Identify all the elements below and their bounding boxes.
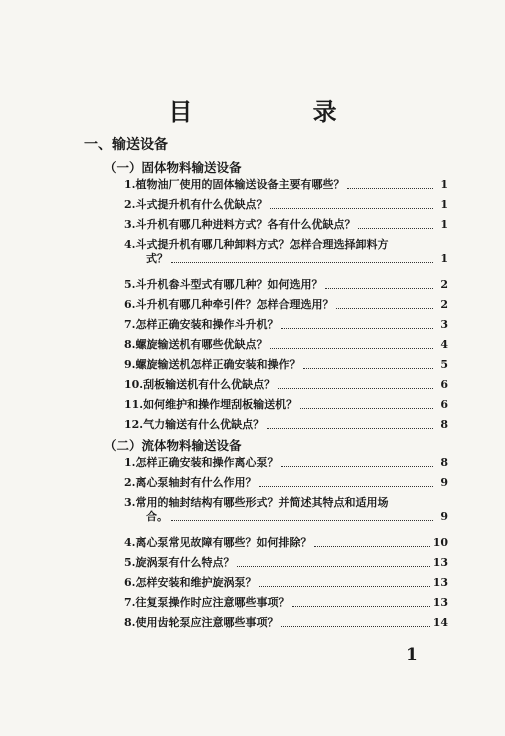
toc-entry xyxy=(124,496,448,524)
toc-entry-title: 2.斗式提升机有什么优缺点？ xyxy=(124,198,268,211)
toc-entry xyxy=(124,318,448,332)
toc-page-number: 1 xyxy=(440,198,448,211)
dot-leader xyxy=(259,486,433,487)
toc-page-number: 6 xyxy=(440,398,448,411)
subsection-heading-2: （二）流体物料输送设备 xyxy=(104,438,242,453)
toc-entry xyxy=(124,358,448,372)
toc-page-number: 2 xyxy=(440,278,448,291)
toc-entry xyxy=(124,338,448,352)
toc-page-number: 1 xyxy=(440,252,448,265)
toc-entry xyxy=(124,278,448,292)
toc-page-number: 4 xyxy=(440,338,448,351)
dot-leader xyxy=(281,328,433,329)
toc-entry-title: 10.刮板输送机有什么优缺点？ xyxy=(124,378,276,391)
toc-entry-title: 8.使用齿轮泵应注意哪些事项？ xyxy=(124,616,279,629)
toc-page-number: 13 xyxy=(432,576,448,589)
toc-entry xyxy=(124,298,448,312)
toc-entry xyxy=(124,556,448,570)
toc-entry-title: 2.离心泵轴封有什么作用？ xyxy=(124,476,257,489)
dot-leader xyxy=(336,308,433,309)
toc-page-number: 5 xyxy=(440,358,448,371)
toc-entry-title: 9.螺旋输送机怎样正确安装和操作？ xyxy=(124,358,301,371)
dot-leader xyxy=(171,262,433,263)
dot-leader xyxy=(347,188,433,189)
dot-leader xyxy=(303,368,433,369)
dot-leader xyxy=(281,626,429,627)
toc-entry-title: 8.螺旋输送机有哪些优缺点？ xyxy=(124,338,268,351)
toc-page-number: 14 xyxy=(432,616,448,629)
toc-entry xyxy=(124,476,448,490)
toc-entry-title: 4.离心泵常见故障有哪些？如何排除？ xyxy=(124,536,312,549)
toc-entry-title-continued: 式？ xyxy=(146,252,168,265)
toc-entry-title: 3.斗升机有哪几种进料方式？各有什么优缺点？ xyxy=(124,218,356,231)
toc-entry xyxy=(124,596,448,610)
dot-leader xyxy=(237,566,429,567)
toc-page-number: 8 xyxy=(440,418,448,431)
toc-entry-title: 1.植物油厂使用的固体输送设备主要有哪些？ xyxy=(124,178,345,191)
toc-page-number: 1 xyxy=(440,178,448,191)
page-number: 1 xyxy=(406,645,418,665)
toc-page-number: 10 xyxy=(432,536,448,549)
dot-leader xyxy=(267,428,433,429)
toc-entry xyxy=(124,218,448,232)
toc-page-number: 2 xyxy=(440,298,448,311)
toc-entry xyxy=(124,536,448,550)
toc-entry-title: 4.斗式提升机有哪几种卸料方式？怎样合理选择卸料方 xyxy=(124,238,389,251)
dot-leader xyxy=(171,520,433,521)
toc-entry xyxy=(124,238,448,266)
toc-entry-title-continued: 合。 xyxy=(146,510,168,523)
toc-entry xyxy=(124,198,448,212)
toc-page-number: 3 xyxy=(440,318,448,331)
toc-entry xyxy=(124,576,448,590)
dot-leader xyxy=(270,348,433,349)
toc-entry-title: 6.斗升机有哪几种牵引件？怎样合理选用？ xyxy=(124,298,334,311)
page-title: 目 录 xyxy=(168,97,393,126)
dot-leader xyxy=(358,228,433,229)
dot-leader xyxy=(325,288,433,289)
toc-page-number: 1 xyxy=(440,218,448,231)
section-heading: 一、输送设备 xyxy=(84,137,168,153)
toc-entry xyxy=(124,418,448,432)
toc-entry xyxy=(124,398,448,412)
toc-entry-title: 1.怎样正确安装和操作离心泵？ xyxy=(124,456,279,469)
dot-leader xyxy=(259,586,429,587)
toc-page-number: 9 xyxy=(440,510,448,523)
subsection-heading-1: （一）固体物料输送设备 xyxy=(104,160,242,175)
toc-entry-title: 12.气力输送有什么优缺点？ xyxy=(124,418,265,431)
dot-leader xyxy=(270,208,433,209)
toc-entry xyxy=(124,178,448,192)
toc-page-number: 8 xyxy=(440,456,448,469)
toc-entry-title: 7.怎样正确安装和操作斗升机？ xyxy=(124,318,279,331)
toc-page-number: 6 xyxy=(440,378,448,391)
toc-entry-title: 3.常用的轴封结构有哪些形式？并简述其特点和适用场 xyxy=(124,496,389,509)
dot-leader xyxy=(281,466,433,467)
dot-leader xyxy=(292,606,429,607)
toc-entry xyxy=(124,456,448,470)
toc-entry-title: 5.斗升机畚斗型式有哪几种？如何选用？ xyxy=(124,278,323,291)
dot-leader xyxy=(278,388,433,389)
toc-entry-title: 5.旋涡泵有什么特点？ xyxy=(124,556,235,569)
toc-page-number: 13 xyxy=(432,596,448,609)
toc-entry-title: 7.往复泵操作时应注意哪些事项？ xyxy=(124,596,290,609)
toc-page-number: 13 xyxy=(432,556,448,569)
toc-entry xyxy=(124,378,448,392)
toc-entry-title: 6.怎样安装和维护旋涡泵？ xyxy=(124,576,257,589)
dot-leader xyxy=(300,408,433,409)
toc-entry-title: 11.如何维护和操作埋刮板输送机？ xyxy=(124,398,298,411)
dot-leader xyxy=(314,546,429,547)
toc-page-number: 9 xyxy=(440,476,448,489)
toc-entry xyxy=(124,616,448,630)
